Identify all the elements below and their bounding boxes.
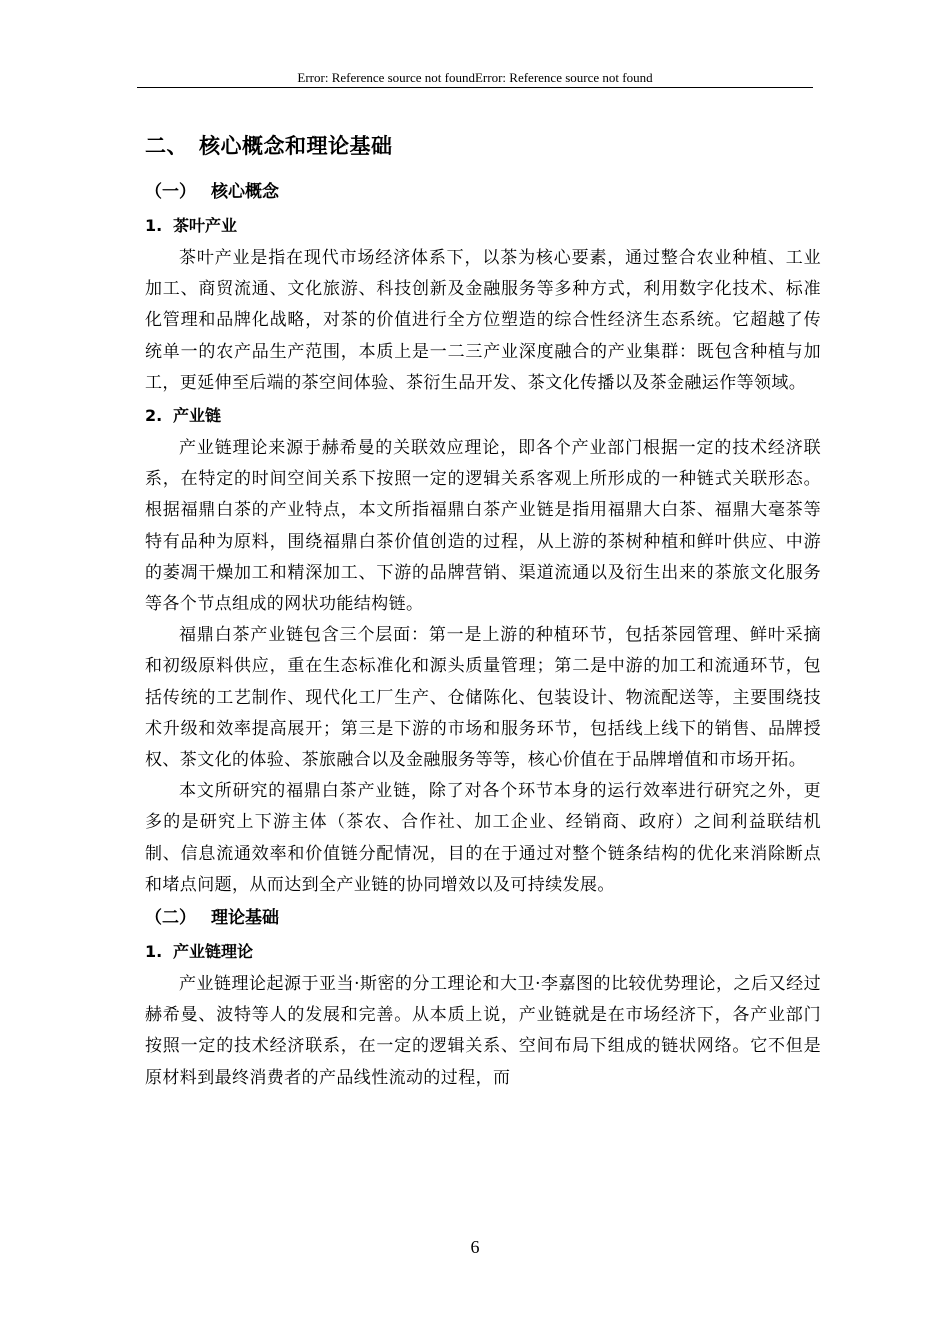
subsection-title-text: 理论基础 xyxy=(211,908,279,929)
item-number: 1. xyxy=(145,942,163,962)
header-rule xyxy=(137,87,813,88)
subsection-title-text: 核心概念 xyxy=(211,182,279,202)
paragraph: 本文所研究的福鼎白茶产业链，除了对各个环节本身的运行效率进行研究之外，更多的是研究上下游主体（茶农、合作社、加工企业、经销商、政府）之间利益联结机制、信息流通效率和价值链分配情况，目的在于通过对整个链条结构的优化来消除断点和堵点问题，从而达到全产业链的协同增效以及可持续发展。 xyxy=(145,781,821,895)
subsection-title-theoretical-basis xyxy=(145,901,821,935)
paragraph: 福鼎白茶产业链包含三个层面：第一是上游的种植环节，包括茶园管理、鲜叶采摘和初级原料供应，重在生态标准化和源头质量管理；第二是中游的加工和流通环节，包括传统的工艺制作、现代化工厂生产、仓储陈化、包装设计、物流配送等，主要围绕技术升级和效率提高展开；第三是下游的市场和服务环节，包括线上线下的销售、品牌授权、茶文化的体验、茶旅融合以及金融服务等等，核心价值在于品牌增值和市场开拓。 xyxy=(145,625,821,771)
subsection-number: （一） xyxy=(145,182,196,202)
section-title-text: 核心概念和理论基础 xyxy=(199,134,393,158)
page-content xyxy=(145,128,821,1094)
paragraph: 茶叶产业是指在现代市场经济体系下，以茶为核心要素，通过整合农业种植、工业加工、商贸流通、文化旅游、科技创新及金融服务等多种方式，利用数字化技术、标准化管理和品牌化战略，对茶的价值进行全方位塑造的综合性经济生态系统。它超越了传统单一的农产品生产范围，本质上是一二三产业深度融合的产业集群：既包含种植与加工，更延伸至后端的茶空间体验、茶衍生品开发、茶文化传播以及茶金融运作等领域。 xyxy=(145,248,821,393)
subsection-title-core-concepts xyxy=(145,175,821,209)
paragraph: 产业链理论起源于亚当·斯密的分工理论和大卫·李嘉图的比较优势理论，之后又经过赫希曼、波特等人的发展和完善。从本质上说，产业链就是在市场经济下，各产业部门按照一定的技术经济联系，在一定的逻辑关系、空间布局下组成的链状网络。它不但是原材料到最终消费者的产品线性流动的过程，而 xyxy=(145,974,821,1088)
item-title-text: 产业链理论 xyxy=(173,942,254,962)
item-title-industry-chain-theory xyxy=(145,935,821,969)
item-title-text: 产业链 xyxy=(173,406,222,426)
page-header: Error: Reference source not foundError: Reference source not found xyxy=(297,70,653,85)
item-title-industry-chain xyxy=(145,399,821,433)
page-number: 6 xyxy=(470,1237,480,1257)
item-number: 1. xyxy=(145,216,163,235)
item-number: 2. xyxy=(145,406,163,426)
item-title-text: 茶叶产业 xyxy=(173,216,238,235)
subsection-number: （二） xyxy=(145,908,196,929)
section-number: 二、 xyxy=(145,134,188,158)
item-title-tea-industry xyxy=(145,209,821,243)
section-title xyxy=(145,128,821,166)
paragraph: 产业链理论来源于赫希曼的关联效应理论，即各个产业部门根据一定的技术经济联系，在特定的时间空间关系下按照一定的逻辑关系客观上所形成的一种链式关联形态。根据福鼎白茶的产业特点，本文所指福鼎白茶产业链是指用福鼎大白茶、福鼎大毫茶等特有品种为原料，围绕福鼎白茶价值创造的过程，从上游的茶树种植和鲜叶供应、中游的萎凋干燥加工和精深加工、下游的品牌营销、渠道流通以及衍生出来的茶旅文化服务等各个节点组成的网状功能结构链。 xyxy=(145,438,821,615)
